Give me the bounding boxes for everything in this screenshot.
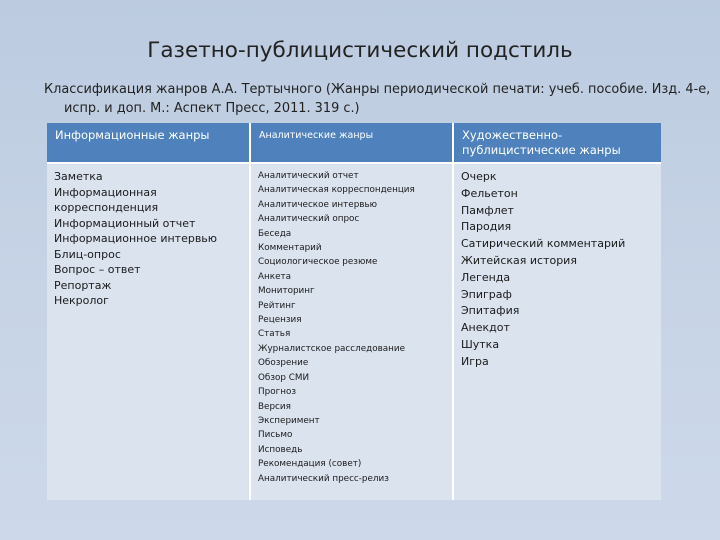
list-item: Репортаж <box>54 278 112 292</box>
list-item: Мониторинг <box>258 286 315 297</box>
list-item: Анекдот <box>461 321 510 335</box>
list-item: Информационный отчет <box>54 216 196 230</box>
slide-title: Газетно-публицистический подстиль <box>147 38 573 63</box>
artistic-genres-list <box>461 169 654 371</box>
list-item: Игра <box>461 354 489 368</box>
header-artistic-publicistic: Художественно-публицистические жанры <box>453 123 661 163</box>
list-item: Блиц-опрос <box>54 247 121 261</box>
informational-genres-cell <box>47 163 250 500</box>
list-item: Сатирический комментарий <box>461 237 626 251</box>
list-item: Пародия <box>461 220 512 234</box>
list-item: Письмо <box>258 430 293 441</box>
table-header-row <box>47 123 661 163</box>
list-item: Эксперимент <box>258 415 320 426</box>
list-item: Аналитическое интервью <box>258 199 378 210</box>
list-item: Заметка <box>54 170 103 183</box>
list-item: Статья <box>258 329 291 340</box>
list-item: Некролог <box>54 294 109 307</box>
list-item: Анкета <box>258 271 292 282</box>
table-row <box>47 163 661 500</box>
list-item: Эпитафия <box>461 304 520 318</box>
analytical-genres-list <box>258 169 445 486</box>
list-item: Памфлет <box>461 203 514 217</box>
list-item: Информационная корреспонденция <box>54 185 159 214</box>
list-item: Фельетон <box>461 186 518 200</box>
list-item: Рецензия <box>258 315 302 326</box>
list-item: Обзор СМИ <box>258 372 310 383</box>
list-item: Исповедь <box>258 444 303 455</box>
list-item: Журналистское расследование <box>258 343 406 354</box>
list-item: Шутка <box>461 337 500 351</box>
list-item: Обозрение <box>258 358 309 369</box>
list-item: Житейская история <box>461 253 577 267</box>
informational-genres-list <box>54 169 242 309</box>
list-item: Прогноз <box>258 387 297 398</box>
list-item: Рейтинг <box>258 300 296 311</box>
list-item: Беседа <box>258 228 292 239</box>
list-item: Аналитический опрос <box>258 214 360 225</box>
list-item: Вопрос – ответ <box>54 263 141 276</box>
list-item: Комментарий <box>258 243 322 254</box>
list-item: Легенда <box>461 270 511 284</box>
list-item: Аналитическая корреспонденция <box>258 185 415 196</box>
analytical-genres-cell <box>250 163 453 500</box>
list-item: Социологическое резюме <box>258 257 378 268</box>
list-item: Версия <box>258 401 291 412</box>
list-item: Очерк <box>461 170 497 183</box>
list-item: Аналитический пресс-релиз <box>258 473 389 484</box>
header-informational: Информационные жанры <box>47 123 250 163</box>
list-item: Эпиграф <box>461 287 512 301</box>
artistic-genres-cell <box>453 163 661 500</box>
genres-table <box>47 123 661 500</box>
header-analytical: Аналитические жанры <box>250 123 453 163</box>
list-item: Рекомендация (совет) <box>258 459 362 470</box>
slide-subtitle: Классификация жанров А.А. Тертычного (Жанры периодической печати: учеб. пособие. Изд. 4-е, испр. и доп. М.: Аспект Пресс, 2011. 319 с.) <box>44 82 715 116</box>
list-item: Аналитический отчет <box>258 171 359 181</box>
list-item: Информационное интервью <box>54 232 218 245</box>
